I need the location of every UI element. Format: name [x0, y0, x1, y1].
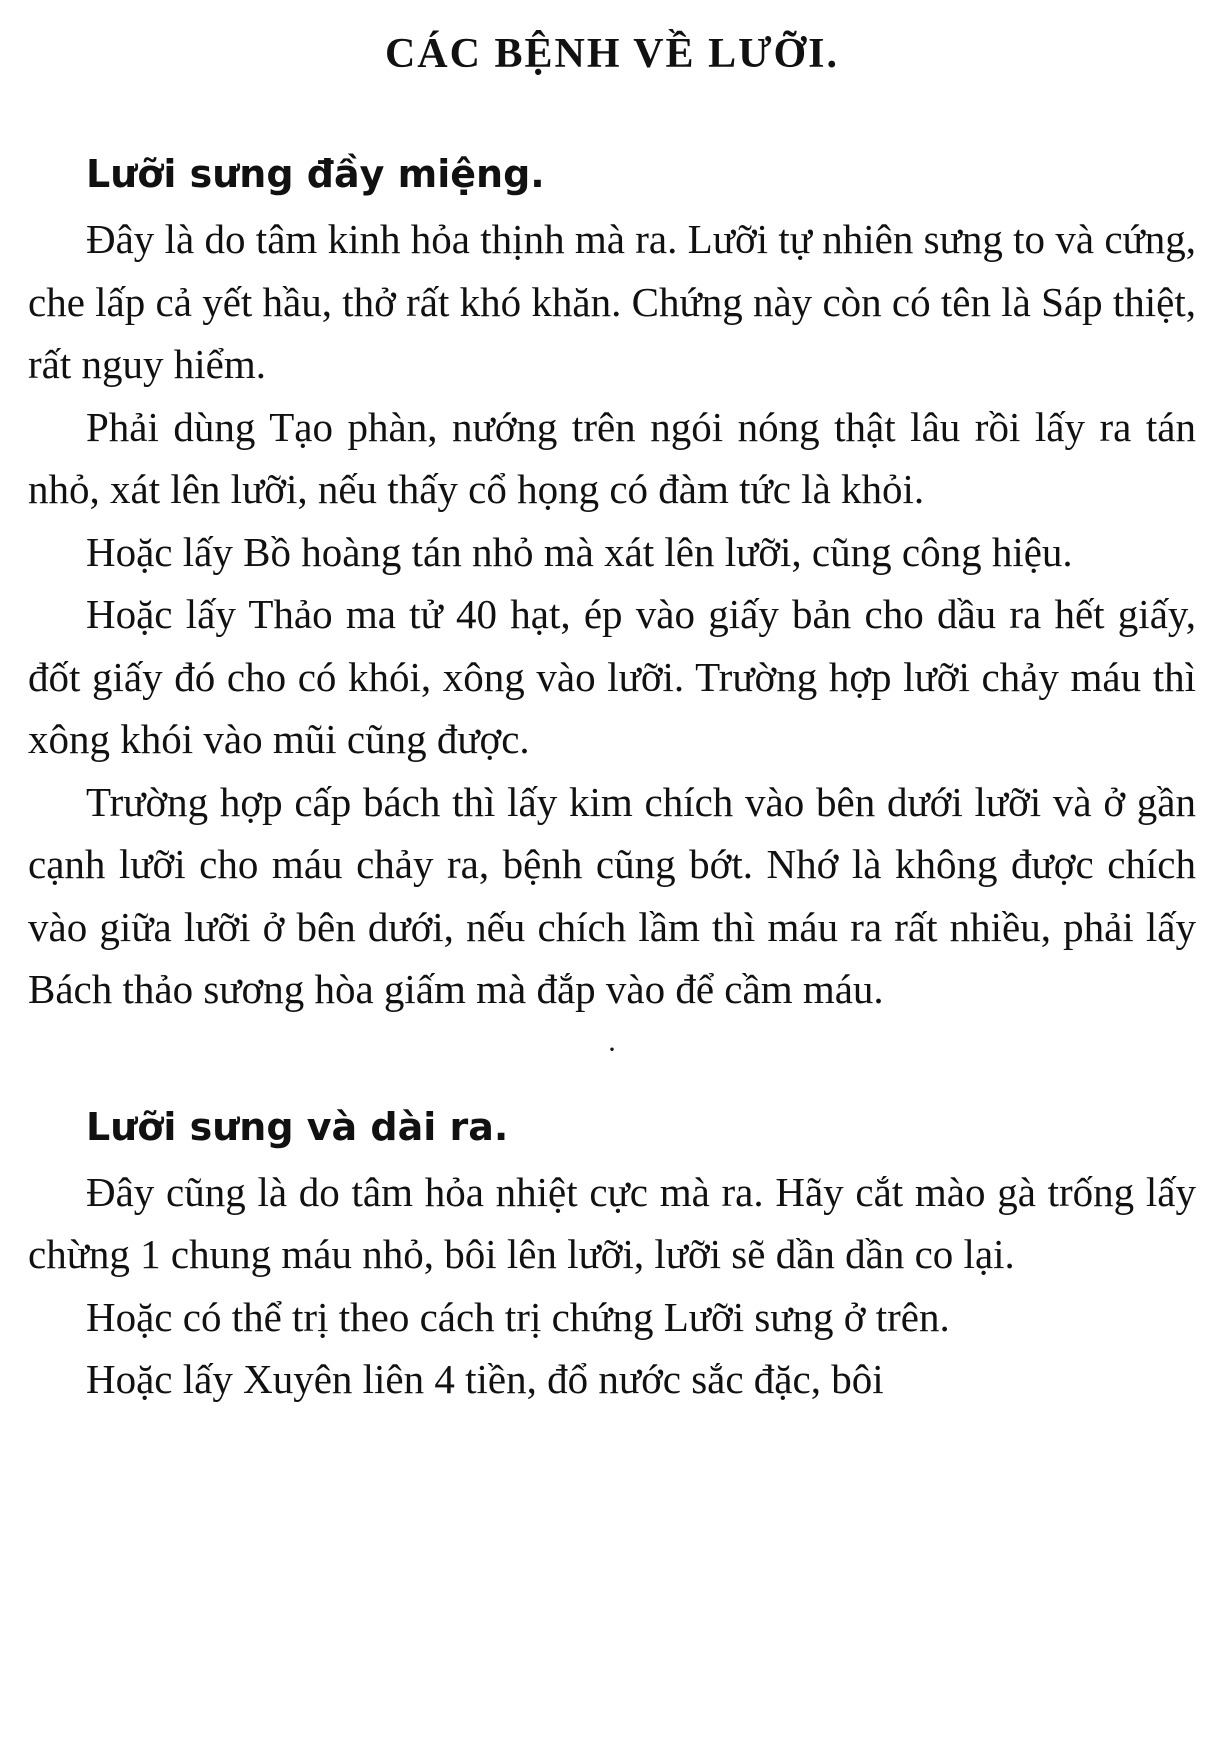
paragraph: Trường hợp cấp bách thì lấy kim chích vào bên dưới lưỡi và ở gần cạnh lưỡi cho máu chảy ra, bệnh cũng bớt. Nhớ là không được chích vào giữa lưỡi ở bên dưới, nếu chích lầm thì máu ra rất nhiều, phải lấy Bách thảo sương hòa giấm mà đắp vào để cầm máu.: [28, 778, 1196, 1012]
section-tongue-swelling-mouth: [28, 146, 1196, 1021]
document-page: [28, 24, 1196, 1411]
page-title: CÁC BỆNH VỀ LƯỠI.: [384, 31, 840, 77]
paragraph: Hoặc lấy Xuyên liên 4 tiền, đổ nước sắc đặc, bôi: [86, 1356, 884, 1402]
paragraph: Đây là do tâm kinh hỏa thịnh mà ra. Lưỡi tự nhiên sưng to và cứng, che lấp cả yết hầu, thở rất khó khăn. Chứng này còn có tên là Sáp thiệt, rất nguy hiểm.: [28, 216, 1196, 387]
section-separator: ·: [607, 1032, 617, 1066]
section-tongue-swelling-long: [28, 1099, 1196, 1411]
paragraph: Phải dùng Tạo phàn, nướng trên ngói nóng thật lâu rồi lấy ra tán nhỏ, xát lên lưỡi, nếu thấy cổ họng có đàm tức là khỏi.: [28, 403, 1196, 512]
section-heading: Lưỡi sưng và dài ra.: [86, 1104, 509, 1149]
paragraph: Hoặc lấy Bồ hoàng tán nhỏ mà xát lên lưỡi, cũng công hiệu.: [86, 528, 1073, 575]
paragraph: Hoặc có thể trị theo cách trị chứng Lưỡi sưng ở trên.: [86, 1293, 950, 1340]
section-heading: Lưỡi sưng đầy miệng.: [86, 152, 545, 196]
paragraph: Hoặc lấy Thảo ma tử 40 hạt, ép vào giấy bản cho dầu ra hết giấy, đốt giấy đó cho có khói, xông vào lưỡi. Trường hợp lưỡi chảy máu thì xông khói vào mũi cũng được.: [28, 591, 1196, 762]
paragraph: Đây cũng là do tâm hỏa nhiệt cực mà ra. Hãy cắt mào gà trống lấy chừng 1 chung máu nhỏ, bôi lên lưỡi, lưỡi sẽ dần dần co lại.: [28, 1168, 1196, 1277]
